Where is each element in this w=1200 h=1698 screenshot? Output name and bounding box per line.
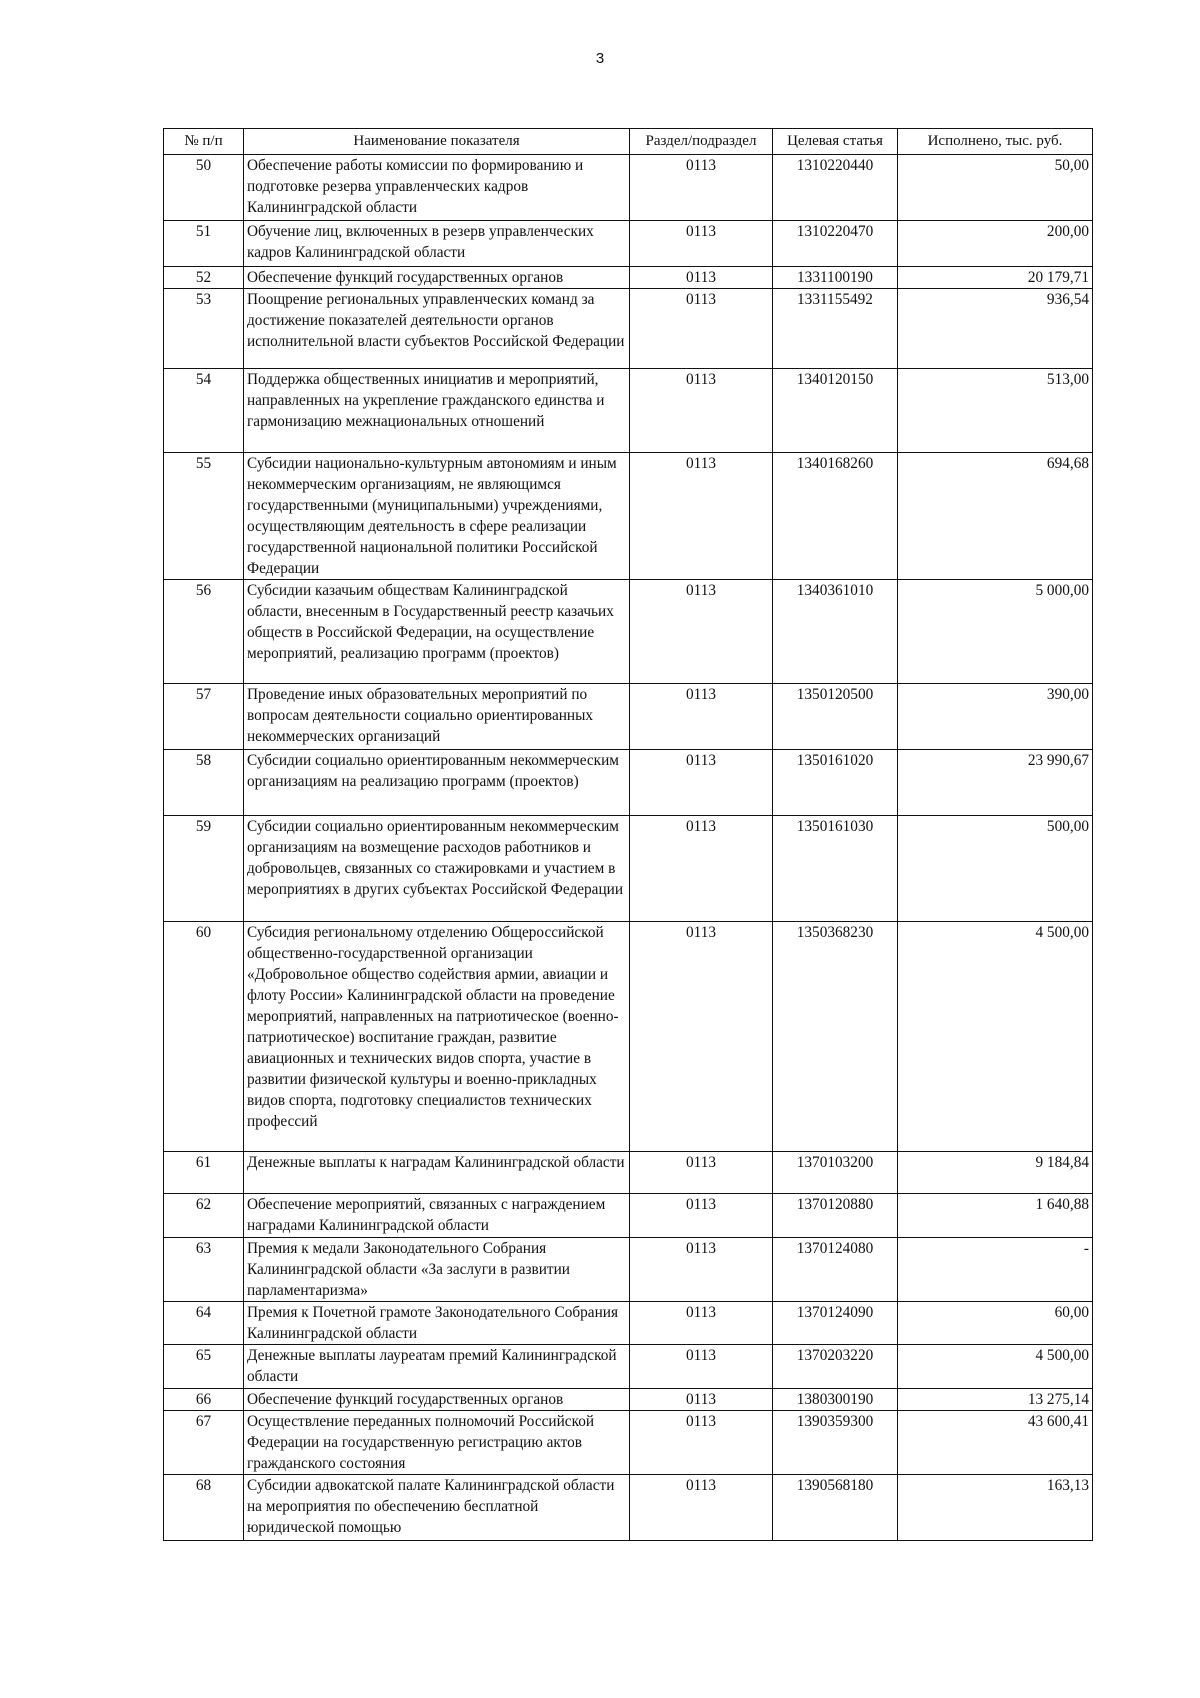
row-name: Субсидии казачьим обществам Калининградской области, внесенным в Государственный реестр казачьих обществ в Российской Федерации, на осуществление мероприятий, реализацию программ (проектов) xyxy=(244,580,630,684)
table-row xyxy=(164,1345,1093,1389)
row-section: 0113 xyxy=(630,684,773,750)
row-article: 1340361010 xyxy=(773,580,898,684)
row-article: 1370124090 xyxy=(773,1302,898,1345)
row-number: 54 xyxy=(164,369,244,453)
row-section: 0113 xyxy=(630,580,773,684)
row-article: 1350161020 xyxy=(773,750,898,816)
row-name: Обеспечение функций государственных органов xyxy=(244,267,630,289)
table-row xyxy=(164,1389,1093,1411)
row-article: 1340168260 xyxy=(773,453,898,580)
row-name: Премия к медали Законодательного Собрания Калининградской области «За заслуги в развитии парламентаризма» xyxy=(244,1238,630,1302)
row-article: 1310220440 xyxy=(773,155,898,221)
row-name: Субсидия региональному отделению Общероссийской общественно-государственной организации «Добровольное общество содействия армии, авиации и флоту России» Калининградской области на проведение мероприятий, направленных на патриотическое (военно-патриотическое) воспитание граждан, развитие авиационных и технических видов спорта, участие в развитии физической культуры и военно-прикладных видов спорта, подготовку специалистов технических профессий xyxy=(244,922,630,1152)
row-name: Поддержка общественных инициатив и мероприятий, направленных на укрепление гражданского единства и гармонизацию межнациональных отношений xyxy=(244,369,630,453)
table-row xyxy=(164,684,1093,750)
row-amount: 60,00 xyxy=(898,1302,1093,1345)
table-row xyxy=(164,1302,1093,1345)
row-name: Обеспечение функций государственных органов xyxy=(244,1389,630,1411)
row-name: Премия к Почетной грамоте Законодательного Собрания Калининградской области xyxy=(244,1302,630,1345)
header-section: Раздел/подраздел xyxy=(630,129,773,155)
row-name: Денежные выплаты к наградам Калининградской области xyxy=(244,1152,630,1194)
table-header-row xyxy=(164,129,1093,155)
row-name: Денежные выплаты лауреатам премий Калининградской области xyxy=(244,1345,630,1389)
row-section: 0113 xyxy=(630,155,773,221)
row-amount: 13 275,14 xyxy=(898,1389,1093,1411)
table-row xyxy=(164,1475,1093,1541)
table-row xyxy=(164,369,1093,453)
row-section: 0113 xyxy=(630,1302,773,1345)
table-row xyxy=(164,922,1093,1152)
row-amount: 500,00 xyxy=(898,816,1093,922)
table-row xyxy=(164,1152,1093,1194)
table-row xyxy=(164,750,1093,816)
row-number: 62 xyxy=(164,1194,244,1238)
row-number: 66 xyxy=(164,1389,244,1411)
row-article: 1380300190 xyxy=(773,1389,898,1411)
row-number: 56 xyxy=(164,580,244,684)
row-section: 0113 xyxy=(630,1238,773,1302)
row-section: 0113 xyxy=(630,816,773,922)
row-amount: 1 640,88 xyxy=(898,1194,1093,1238)
table-row xyxy=(164,289,1093,369)
row-article: 1370124080 xyxy=(773,1238,898,1302)
row-number: 53 xyxy=(164,289,244,369)
table-row xyxy=(164,221,1093,267)
row-section: 0113 xyxy=(630,1345,773,1389)
row-name: Субсидии социально ориентированным некоммерческим организациям на реализацию программ (проектов) xyxy=(244,750,630,816)
row-amount: 936,54 xyxy=(898,289,1093,369)
row-number: 65 xyxy=(164,1345,244,1389)
header-article: Целевая статья xyxy=(773,129,898,155)
row-amount: 513,00 xyxy=(898,369,1093,453)
row-section: 0113 xyxy=(630,750,773,816)
row-section: 0113 xyxy=(630,289,773,369)
table-row xyxy=(164,155,1093,221)
row-article: 1350120500 xyxy=(773,684,898,750)
row-number: 58 xyxy=(164,750,244,816)
row-section: 0113 xyxy=(630,922,773,1152)
table-row xyxy=(164,1411,1093,1475)
header-num: № п/п xyxy=(164,129,244,155)
row-section: 0113 xyxy=(630,221,773,267)
header-name: Наименование показателя xyxy=(244,129,630,155)
row-amount: 20 179,71 xyxy=(898,267,1093,289)
table-row xyxy=(164,580,1093,684)
row-article: 1370203220 xyxy=(773,1345,898,1389)
row-section: 0113 xyxy=(630,1475,773,1541)
row-amount: 390,00 xyxy=(898,684,1093,750)
row-article: 1350161030 xyxy=(773,816,898,922)
row-section: 0113 xyxy=(630,1389,773,1411)
row-number: 50 xyxy=(164,155,244,221)
table-row xyxy=(164,453,1093,580)
page-number: 3 xyxy=(595,50,605,67)
row-amount: 4 500,00 xyxy=(898,922,1093,1152)
row-amount: 694,68 xyxy=(898,453,1093,580)
row-article: 1340120150 xyxy=(773,369,898,453)
table-row xyxy=(164,1238,1093,1302)
row-name: Субсидии адвокатской палате Калининградской области на мероприятия по обеспечению бесплатной юридической помощью xyxy=(244,1475,630,1541)
row-number: 64 xyxy=(164,1302,244,1345)
row-number: 57 xyxy=(164,684,244,750)
row-amount: 4 500,00 xyxy=(898,1345,1093,1389)
row-number: 51 xyxy=(164,221,244,267)
table-row xyxy=(164,267,1093,289)
row-section: 0113 xyxy=(630,369,773,453)
row-amount: 9 184,84 xyxy=(898,1152,1093,1194)
row-name: Обеспечение мероприятий, связанных с награждением наградами Калининградской области xyxy=(244,1194,630,1238)
row-amount: 50,00 xyxy=(898,155,1093,221)
row-article: 1310220470 xyxy=(773,221,898,267)
row-article: 1331155492 xyxy=(773,289,898,369)
row-article: 1350368230 xyxy=(773,922,898,1152)
row-article: 1370120880 xyxy=(773,1194,898,1238)
row-amount: - xyxy=(898,1238,1093,1302)
row-article: 1331100190 xyxy=(773,267,898,289)
row-name: Обучение лиц, включенных в резерв управленческих кадров Калининградской области xyxy=(244,221,630,267)
row-section: 0113 xyxy=(630,1194,773,1238)
row-name: Субсидии национально-культурным автономиям и иным некоммерческим организациям, не являющимся государственными (муниципальными) учреждениями, осуществляющим деятельность в сфере реализации государственной национальной политики Российской Федерации xyxy=(244,453,630,580)
row-number: 68 xyxy=(164,1475,244,1541)
row-article: 1390568180 xyxy=(773,1475,898,1541)
header-amount: Исполнено, тыс. руб. xyxy=(898,129,1093,155)
row-number: 63 xyxy=(164,1238,244,1302)
row-amount: 23 990,67 xyxy=(898,750,1093,816)
row-article: 1390359300 xyxy=(773,1411,898,1475)
row-amount: 163,13 xyxy=(898,1475,1093,1541)
row-name: Осуществление переданных полномочий Российской Федерации на государственную регистрацию актов гражданского состояния xyxy=(244,1411,630,1475)
row-name: Субсидии социально ориентированным некоммерческим организациям на возмещение расходов работников и добровольцев, связанных со стажировками и участием в мероприятиях в других субъектах Российской Федерации xyxy=(244,816,630,922)
row-section: 0113 xyxy=(630,1411,773,1475)
row-number: 52 xyxy=(164,267,244,289)
row-name: Проведение иных образовательных мероприятий по вопросам деятельности социально ориентированных некоммерческих организаций xyxy=(244,684,630,750)
table-row xyxy=(164,816,1093,922)
budget-execution-table xyxy=(163,128,1093,1541)
row-number: 59 xyxy=(164,816,244,922)
row-section: 0113 xyxy=(630,267,773,289)
row-number: 61 xyxy=(164,1152,244,1194)
row-number: 67 xyxy=(164,1411,244,1475)
row-name: Поощрение региональных управленческих команд за достижение показателей деятельности органов исполнительной власти субъектов Российской Федерации xyxy=(244,289,630,369)
row-section: 0113 xyxy=(630,453,773,580)
row-section: 0113 xyxy=(630,1152,773,1194)
row-number: 55 xyxy=(164,453,244,580)
row-amount: 5 000,00 xyxy=(898,580,1093,684)
row-amount: 43 600,41 xyxy=(898,1411,1093,1475)
row-article: 1370103200 xyxy=(773,1152,898,1194)
row-number: 60 xyxy=(164,922,244,1152)
table-row xyxy=(164,1194,1093,1238)
row-name: Обеспечение работы комиссии по формированию и подготовке резерва управленческих кадров Калининградской области xyxy=(244,155,630,221)
row-amount: 200,00 xyxy=(898,221,1093,267)
